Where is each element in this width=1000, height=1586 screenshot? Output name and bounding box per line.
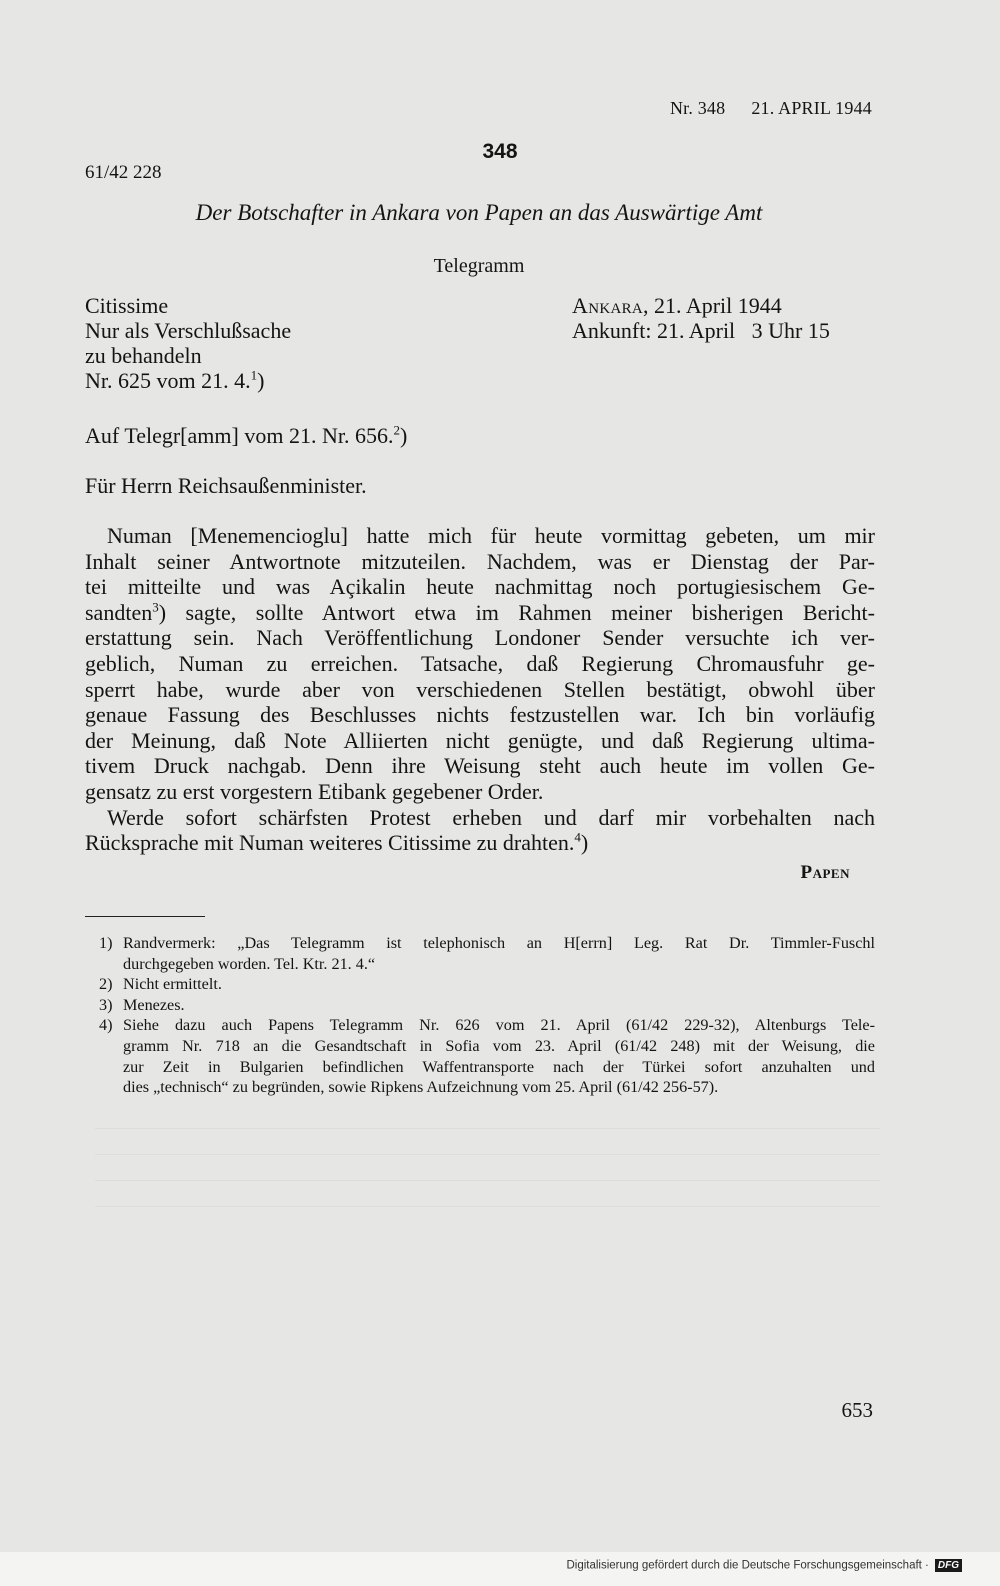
footnote: 1) Randvermerk: „Das Telegramm ist telephonisch an H[errn] Leg. Rat Dr. Timmler-Fuschl durchgegeben worden. Tel. Ktr. 21. 4.“ (99, 934, 875, 973)
telegram-body (85, 523, 875, 856)
body-paragraph: Werde sofort schärfsten Protest erheben und darf mir vorbehalten nach Rücksprache mit Numan weiteres Citissime zu drahten.$^4$) (85, 804, 875, 856)
file-reference: 61/42 228 (85, 162, 162, 183)
footnote-ref: 3 (152, 599, 159, 615)
telegram-header-left (85, 293, 291, 393)
document-number: 348 (482, 140, 518, 163)
telegram-number: Nr. 625 vom 21. 4.$^1$) (85, 367, 265, 393)
footnotes (85, 933, 875, 1098)
place-name: Ankara (572, 293, 644, 318)
document-type: Telegramm (433, 255, 525, 277)
priority-label: Citissime (85, 293, 169, 318)
addressee-line: Für Herrn Reichsaußenminister. (85, 473, 367, 498)
reference-line: Auf Telegr[amm] vom 21. Nr. 656.$^2$) (85, 422, 408, 448)
footnote-ref: 4 (574, 829, 581, 845)
footnote-mark: 1) (99, 934, 113, 952)
footnote-mark: 2) (99, 975, 113, 994)
body-paragraph: Numan [Menemencioglu] hatte mich für heute vormittag gebeten, um mir Inhalt seiner Antwortnote mitzuteilen. Nachdem, was er Dienstag der Par- tei mitteilte und was Açikalin heute nachmittag noch portugiesischem Ge- sandten$^3$) sagte, sollte Antwort etwa im Rahmen meiner bisherigen Bericht- erstattung sein. Nach Veröffentlichung Londoner Sender versuchte ich ver- geblich, Numan zu erreichen. Tatsache, daß Regierung Chromausfuhr ge- sperrt habe, wurde aber von verschiedenen Stellen bestätigt, obwohl über genaue Fassung des Beschlusses nichts festzustellen war. Ich bin vorläufig der Meinung, daß Note Alliierten nicht genügte, und daß Regierung ultima- tivem Druck nachgab. Denn ihre Weisung steht auch heute im vollen Ge- gensatz zu erst vorgestern Etibank gegebener Order. (85, 523, 875, 804)
document-title: Der Botschafter in Ankara von Papen an das Auswärtige Amt (195, 200, 763, 225)
arrival-time: Ankunft: 21. April 3 Uhr 15 (572, 318, 830, 343)
telegram-header-right (572, 293, 830, 343)
sent-place-date: Ankara, 21. April 1944 (572, 293, 782, 318)
footnote-ref: 1 (250, 367, 258, 383)
footnote-mark: 3) (99, 995, 113, 1014)
dfg-logo: DFG (935, 1559, 962, 1572)
page-number: 653 (841, 1398, 873, 1422)
footnote: 4) Siehe dazu auch Papens Telegramm Nr. 626 vom 21. April (61/42 229-32), Altenburgs Tele- gramm Nr. 718 an die Gesandtschaft in Sofia vom 23. April (61/42 248) mit der Weisung, die zur Zeit in Bulgarien befindlichen Waffentransporte nach der Türkei sofort anzuhalten und dies „technisch“ zu begründen, sowie Ripkens Aufzeichnung vom 25. April (61/42 256-57). (99, 1016, 875, 1097)
funding-footer (566, 1559, 962, 1572)
funding-text: Digitalisierung gefördert durch die Deutsche Forschungsgemeinschaft · (566, 1559, 929, 1572)
running-head-date: 21. APRIL 1944 (751, 98, 872, 118)
footnote-ref: 2 (393, 422, 400, 438)
footnote: 3) Menezes. (99, 995, 185, 1014)
classification-line-2: zu behandeln (85, 343, 202, 368)
footnote: 2) Nicht ermittelt. (99, 975, 222, 994)
footnote-divider (85, 916, 205, 917)
running-head (670, 98, 872, 119)
footnote-mark: 4) (99, 1016, 113, 1035)
running-head-nr: Nr. 348 (669, 98, 726, 118)
classification-line-1: Nur als Verschlußsache (85, 318, 292, 343)
signature: Papen (800, 862, 850, 883)
